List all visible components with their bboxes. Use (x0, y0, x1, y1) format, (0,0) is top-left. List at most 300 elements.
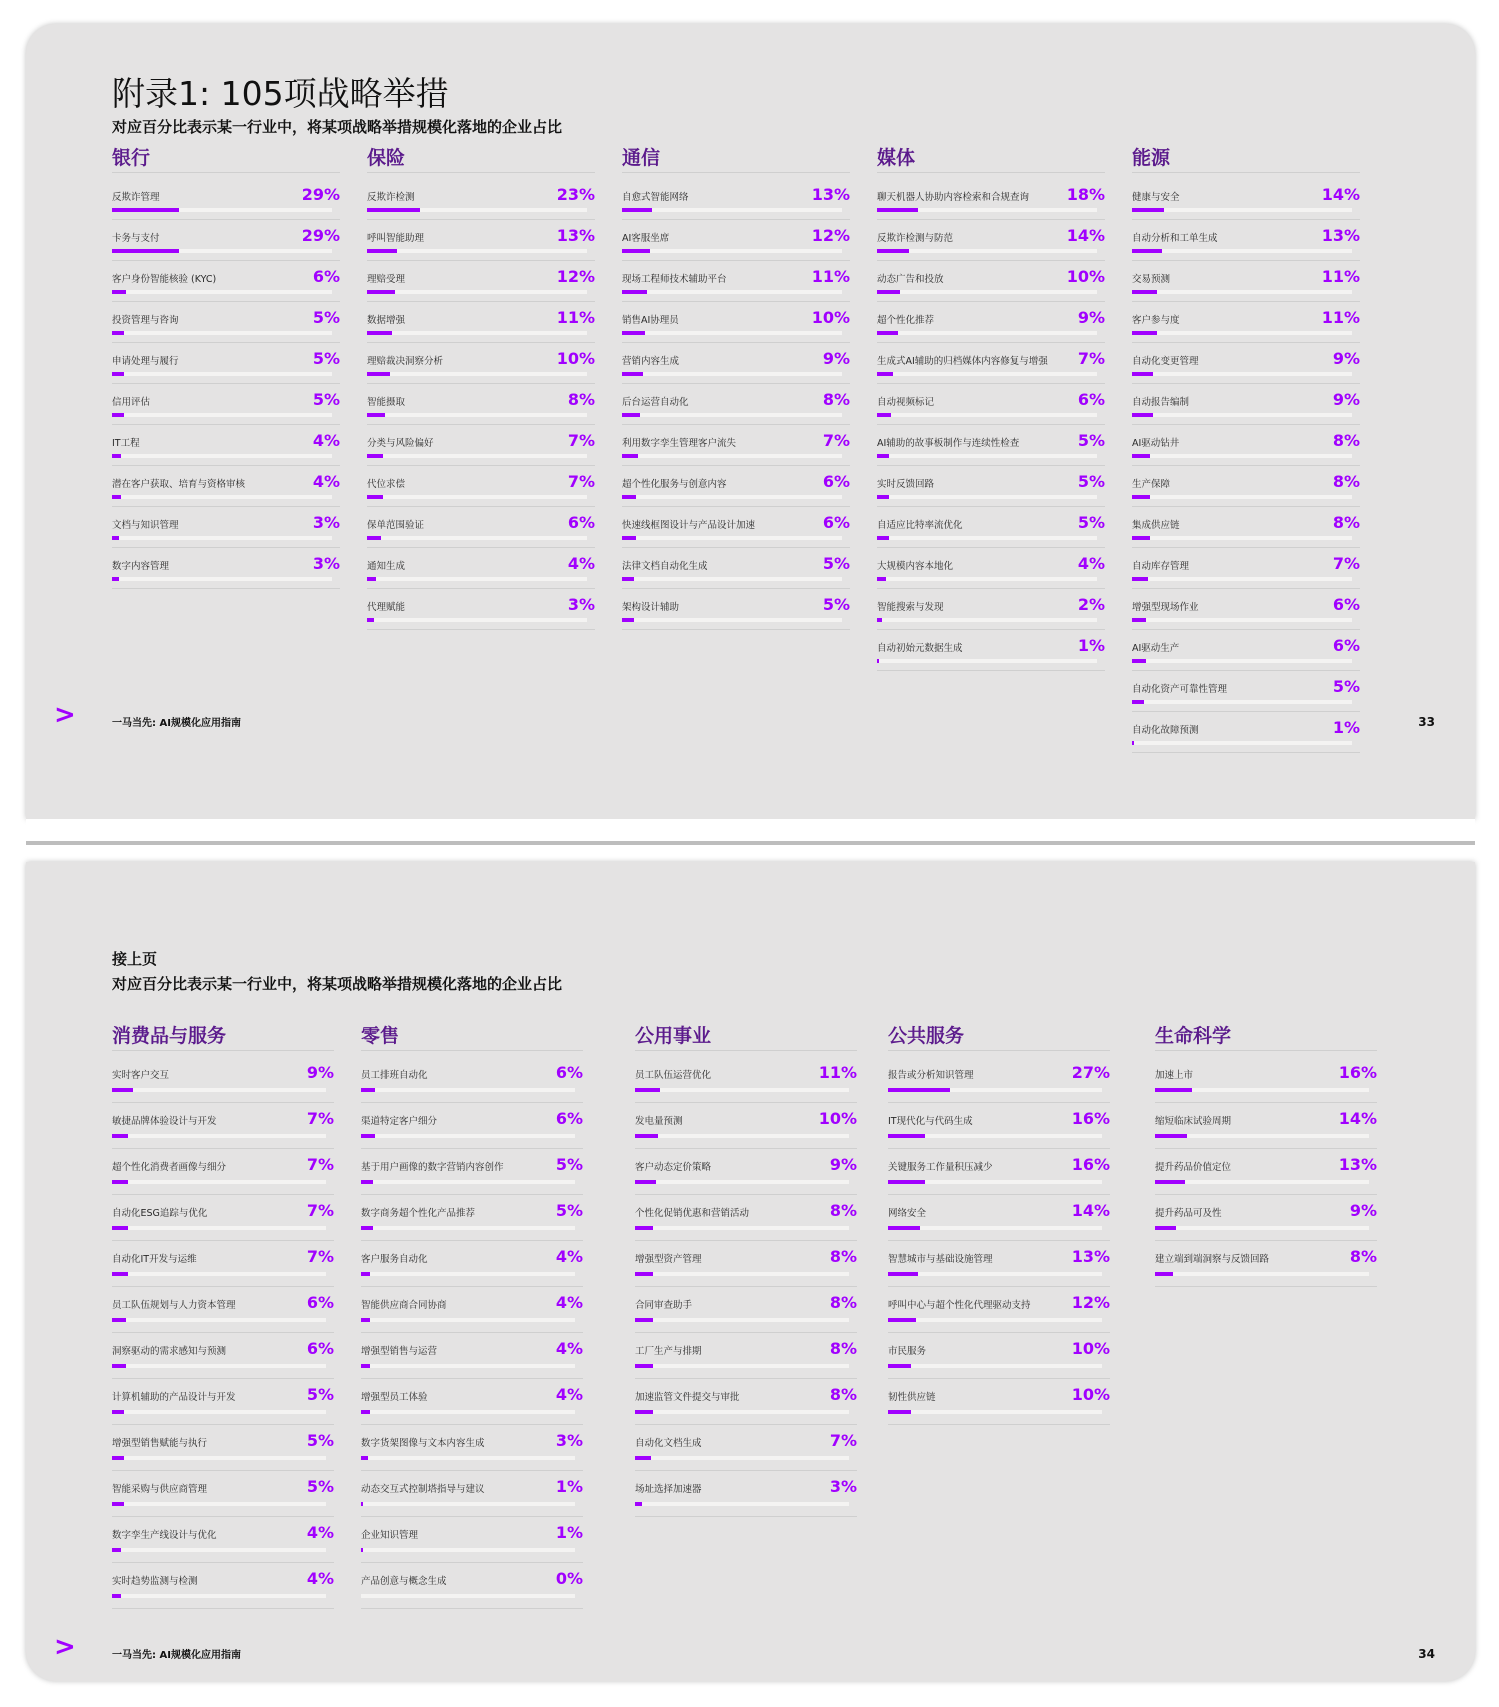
bar-track (112, 1410, 326, 1414)
initiative-row (112, 1379, 334, 1425)
initiative-label: IT工程 (112, 438, 140, 449)
initiative-label: 反欺诈管理 (112, 192, 160, 203)
industry-title: 生命科学 (1155, 1025, 1232, 1047)
initiative-row (1132, 671, 1360, 712)
initiative-row (635, 1103, 857, 1149)
initiative-percent: 14% (1071, 1201, 1110, 1220)
initiative-row (112, 466, 340, 507)
bar-fill (112, 1088, 133, 1092)
initiative-row (1155, 1149, 1377, 1195)
initiative-label: 洞察驱动的需求感知与预测 (112, 1346, 227, 1357)
initiative-row (112, 425, 340, 466)
initiative-percent: 5% (306, 1385, 334, 1404)
initiative-percent: 4% (567, 554, 595, 573)
initiative-percent: 11% (818, 1063, 857, 1082)
initiative-percent: 4% (306, 1569, 334, 1588)
bar-track (361, 1364, 575, 1368)
bar-track (1132, 495, 1352, 499)
initiative-percent: 10% (811, 308, 850, 327)
bar-track (888, 1410, 1102, 1414)
bar-track (112, 1088, 326, 1092)
industry-column (361, 1022, 583, 1609)
initiative-row (361, 1471, 583, 1517)
initiative-row (888, 1103, 1110, 1149)
initiative-percent: 6% (555, 1109, 583, 1128)
initiative-row (888, 1195, 1110, 1241)
initiative-percent: 6% (306, 1293, 334, 1312)
initiative-row (622, 302, 850, 343)
initiative-percent: 4% (306, 1523, 334, 1542)
initiative-label: 数字内容管理 (112, 561, 170, 572)
bar-fill (888, 1226, 920, 1230)
initiative-percent: 7% (306, 1201, 334, 1220)
initiative-percent: 8% (829, 1339, 857, 1358)
bar-track (877, 577, 1097, 581)
initiative-percent: 6% (306, 1339, 334, 1358)
initiative-label: 加速监管文件提交与审批 (635, 1392, 740, 1403)
bar-fill (877, 331, 898, 335)
bar-fill (622, 413, 640, 417)
initiative-label: 产品创意与概念生成 (361, 1576, 447, 1587)
bar-fill (877, 208, 918, 212)
bar-track (877, 454, 1097, 458)
bar-fill (1155, 1088, 1192, 1092)
initiative-label: 实时趋势监测与检测 (112, 1576, 198, 1587)
initiative-row (888, 1379, 1110, 1425)
bar-track (635, 1318, 849, 1322)
bar-fill (1132, 495, 1150, 499)
initiative-percent: 29% (301, 226, 340, 245)
bar-track (112, 290, 332, 294)
initiative-label: 敏捷品牌体验设计与开发 (112, 1116, 217, 1127)
initiative-label: 提升药品价值定位 (1155, 1162, 1232, 1173)
bar-track (361, 1180, 575, 1184)
bar-fill (877, 495, 889, 499)
initiative-percent: 1% (555, 1477, 583, 1496)
initiative-percent: 7% (1332, 554, 1360, 573)
bar-track (1132, 331, 1352, 335)
bar-fill (361, 1318, 370, 1322)
initiative-percent: 8% (567, 390, 595, 409)
initiative-label: 报告或分析知识管理 (888, 1070, 974, 1081)
initiative-percent: 10% (1071, 1385, 1110, 1404)
initiative-label: 自动化IT开发与运维 (112, 1254, 197, 1265)
initiative-row (112, 1103, 334, 1149)
footer-title: 一马当先: AI规模化应用指南 (112, 718, 241, 729)
bar-fill (622, 290, 647, 294)
initiative-percent: 12% (556, 267, 595, 286)
initiative-label: 市民服务 (888, 1346, 927, 1357)
bar-fill (635, 1364, 653, 1368)
initiative-label: 智能采购与供应商管理 (112, 1484, 208, 1495)
initiative-label: 企业知识管理 (361, 1530, 419, 1541)
initiative-percent: 7% (567, 431, 595, 450)
initiative-label: 聊天机器人协助内容检索和合规查询 (877, 192, 1030, 203)
initiative-label: 数字孪生产线设计与优化 (112, 1530, 217, 1541)
initiative-label: AI驱动生产 (1132, 643, 1180, 654)
initiative-label: 文档与知识管理 (112, 520, 179, 531)
initiative-label: 增强型现场作业 (1132, 602, 1199, 613)
initiative-percent: 2% (1077, 595, 1105, 614)
bar-fill (361, 1364, 370, 1368)
bar-track (635, 1364, 849, 1368)
initiative-percent: 7% (829, 1431, 857, 1450)
divider (1155, 1050, 1377, 1051)
initiative-label: 渠道特定客户细分 (361, 1116, 438, 1127)
initiative-row (1132, 343, 1360, 384)
bar-fill (112, 536, 119, 540)
initiative-label: 关键服务工作量积压减少 (888, 1162, 993, 1173)
initiative-percent: 6% (1332, 636, 1360, 655)
initiative-percent: 5% (555, 1201, 583, 1220)
bar-fill (877, 372, 893, 376)
bar-fill (367, 290, 395, 294)
industry-column (112, 1022, 334, 1609)
bar-fill (367, 577, 376, 581)
bar-fill (112, 454, 121, 458)
initiative-label: 智能供应商合同协商 (361, 1300, 447, 1311)
page-number: 34 (1418, 1647, 1435, 1661)
initiative-label: 健康与安全 (1132, 192, 1180, 203)
bar-track (367, 618, 587, 622)
bar-fill (877, 618, 882, 622)
initiative-label: 自动库存管理 (1132, 561, 1190, 572)
bar-track (622, 249, 842, 253)
initiative-percent: 5% (1077, 513, 1105, 532)
initiative-label: 生产保障 (1132, 479, 1171, 490)
bar-track (1132, 536, 1352, 540)
bar-track (112, 1548, 326, 1552)
bar-fill (367, 536, 381, 540)
bar-fill (622, 536, 636, 540)
bar-track (1132, 659, 1352, 663)
bar-fill (112, 1364, 126, 1368)
bar-track (888, 1088, 1102, 1092)
initiative-label: 自动分析和工单生成 (1132, 233, 1218, 244)
initiative-percent: 13% (1321, 226, 1360, 245)
initiative-label: 网络安全 (888, 1208, 927, 1219)
initiative-row (1155, 1241, 1377, 1287)
initiative-row (622, 384, 850, 425)
initiative-percent: 9% (1349, 1201, 1377, 1220)
bar-track (361, 1226, 575, 1230)
bar-track (367, 495, 587, 499)
bar-fill (635, 1134, 658, 1138)
initiative-label: 呼叫中心与超个性化代理驱动支持 (888, 1300, 1031, 1311)
bar-fill (112, 249, 179, 253)
initiative-percent: 9% (306, 1063, 334, 1082)
bar-fill (361, 1088, 375, 1092)
initiative-percent: 27% (1071, 1063, 1110, 1082)
initiative-row (112, 179, 340, 220)
initiative-row (361, 1517, 583, 1563)
bar-track (635, 1272, 849, 1276)
bar-fill (367, 495, 383, 499)
page-33 (26, 24, 1475, 819)
divider (112, 172, 340, 173)
initiative-label: 增强型销售与运营 (361, 1346, 438, 1357)
initiative-row (112, 1425, 334, 1471)
initiative-row (1132, 712, 1360, 753)
initiative-percent: 3% (312, 513, 340, 532)
initiative-row (112, 548, 340, 589)
bar-track (112, 331, 332, 335)
bar-track (877, 618, 1097, 622)
bar-track (361, 1502, 575, 1506)
bar-track (622, 618, 842, 622)
bar-fill (635, 1180, 656, 1184)
initiative-row (112, 384, 340, 425)
divider (367, 172, 595, 173)
bar-track (1155, 1272, 1369, 1276)
initiative-label: 数字货架图像与文本内容生成 (361, 1438, 485, 1449)
initiative-row (1132, 630, 1360, 671)
bar-track (877, 413, 1097, 417)
initiative-percent: 11% (811, 267, 850, 286)
industry-title: 公共服务 (888, 1025, 965, 1047)
initiative-percent: 10% (1066, 267, 1105, 286)
bar-track (635, 1502, 849, 1506)
industry-title: 保险 (367, 147, 406, 169)
initiative-label: 员工队伍运营优化 (635, 1070, 712, 1081)
initiative-percent: 4% (555, 1247, 583, 1266)
initiative-row (888, 1333, 1110, 1379)
initiative-row (112, 1241, 334, 1287)
initiative-row (361, 1241, 583, 1287)
bar-track (877, 331, 1097, 335)
initiative-label: 个性化促销优惠和营销活动 (635, 1208, 750, 1219)
bar-fill (888, 1088, 950, 1092)
initiative-row (1132, 384, 1360, 425)
industry-column (367, 144, 595, 630)
initiative-percent: 3% (312, 554, 340, 573)
bar-fill (635, 1318, 653, 1322)
initiative-percent: 16% (1071, 1109, 1110, 1128)
industry-column (877, 144, 1105, 671)
initiative-label: IT现代化与代码生成 (888, 1116, 973, 1127)
accenture-arrow-icon: > (54, 1632, 76, 1662)
page-34 (26, 862, 1475, 1681)
industry-title: 能源 (1132, 147, 1171, 169)
bar-track (888, 1364, 1102, 1368)
initiative-row (622, 466, 850, 507)
initiative-label: 超个性化服务与创意内容 (622, 479, 727, 490)
initiative-label: 超个性化推荐 (877, 315, 935, 326)
bar-fill (112, 372, 124, 376)
initiative-percent: 10% (556, 349, 595, 368)
initiative-row (622, 548, 850, 589)
initiative-label: 实时客户交互 (112, 1070, 170, 1081)
initiative-label: 理赔裁决洞察分析 (367, 356, 444, 367)
bar-track (361, 1134, 575, 1138)
initiative-label: 合同审查助手 (635, 1300, 693, 1311)
initiative-row (622, 507, 850, 548)
bar-track (112, 1318, 326, 1322)
page-subtitle: 对应百分比表示某一行业中，将某项战略举措规模化落地的企业占比 (112, 118, 563, 136)
initiative-label: 自动视频标记 (877, 397, 935, 408)
industry-title: 零售 (361, 1025, 400, 1047)
initiative-percent: 29% (301, 185, 340, 204)
initiative-label: 智能摄取 (367, 397, 406, 408)
initiative-row (877, 548, 1105, 589)
bar-fill (361, 1134, 375, 1138)
initiative-row (635, 1333, 857, 1379)
initiative-percent: 9% (1332, 349, 1360, 368)
initiative-row (622, 589, 850, 630)
initiative-row (635, 1195, 857, 1241)
bar-fill (367, 454, 383, 458)
initiative-row (367, 589, 595, 630)
bar-track (367, 331, 587, 335)
bar-fill (622, 495, 636, 499)
initiative-percent: 18% (1066, 185, 1105, 204)
bar-track (361, 1456, 575, 1460)
bar-fill (635, 1088, 660, 1092)
accenture-arrow-icon: > (54, 700, 76, 730)
initiative-label: 销售AI协理员 (622, 315, 679, 326)
initiative-row (361, 1379, 583, 1425)
bar-fill (112, 1594, 121, 1598)
initiative-row (367, 384, 595, 425)
initiative-label: 增强型员工体验 (361, 1392, 428, 1403)
initiative-percent: 13% (1071, 1247, 1110, 1266)
initiative-row (367, 425, 595, 466)
bar-track (877, 290, 1097, 294)
initiative-row (877, 630, 1105, 671)
initiative-label: 自动化文档生成 (635, 1438, 702, 1449)
bar-track (888, 1180, 1102, 1184)
initiative-row (622, 220, 850, 261)
bar-track (635, 1226, 849, 1230)
bar-track (622, 536, 842, 540)
initiative-label: 提升药品可及性 (1155, 1208, 1222, 1219)
page-gap-strip (26, 843, 1475, 864)
bar-fill (112, 1180, 128, 1184)
initiative-percent: 16% (1338, 1063, 1377, 1082)
initiative-row (112, 343, 340, 384)
bar-fill (635, 1456, 651, 1460)
bar-track (888, 1134, 1102, 1138)
divider (1132, 172, 1360, 173)
initiative-row (635, 1241, 857, 1287)
bar-fill (1132, 413, 1153, 417)
initiative-percent: 8% (1332, 472, 1360, 491)
initiative-row (361, 1333, 583, 1379)
bar-fill (112, 1318, 126, 1322)
bar-track (112, 495, 332, 499)
bar-track (888, 1272, 1102, 1276)
bar-fill (1155, 1272, 1173, 1276)
initiative-percent: 4% (312, 472, 340, 491)
initiative-row (112, 1517, 334, 1563)
initiative-label: 营销内容生成 (622, 356, 680, 367)
bar-fill (622, 249, 650, 253)
bar-track (367, 454, 587, 458)
bar-fill (1132, 372, 1153, 376)
initiative-percent: 8% (829, 1385, 857, 1404)
initiative-label: 代理赋能 (367, 602, 406, 613)
initiative-label: AI辅助的故事板制作与连续性检查 (877, 438, 1020, 449)
bar-fill (367, 249, 397, 253)
initiative-label: 后台运营自动化 (622, 397, 689, 408)
bar-fill (367, 413, 385, 417)
initiative-percent: 14% (1338, 1109, 1377, 1128)
initiative-label: 发电量预测 (635, 1116, 683, 1127)
initiative-label: 智能搜索与发现 (877, 602, 944, 613)
divider (361, 1050, 583, 1051)
bar-track (1155, 1134, 1369, 1138)
initiative-percent: 5% (555, 1155, 583, 1174)
initiative-percent: 0% (555, 1569, 583, 1588)
initiative-percent: 10% (818, 1109, 857, 1128)
initiative-label: 呼叫智能助理 (367, 233, 425, 244)
bar-track (1155, 1180, 1369, 1184)
bar-track (622, 495, 842, 499)
bar-fill (1132, 577, 1148, 581)
initiative-row (1155, 1057, 1377, 1103)
bar-track (622, 208, 842, 212)
bar-fill (622, 331, 645, 335)
initiative-row (361, 1425, 583, 1471)
bar-fill (622, 618, 634, 622)
initiative-label: 韧性供应链 (888, 1392, 936, 1403)
initiative-percent: 3% (555, 1431, 583, 1450)
bar-track (112, 1180, 326, 1184)
initiative-row (877, 507, 1105, 548)
industry-column (1132, 144, 1360, 753)
initiative-label: 投资管理与咨询 (112, 315, 179, 326)
bar-track (622, 413, 842, 417)
initiative-percent: 6% (1332, 595, 1360, 614)
initiative-percent: 3% (567, 595, 595, 614)
initiative-row (112, 1149, 334, 1195)
initiative-label: 基于用户画像的数字营销内容创作 (361, 1162, 504, 1173)
initiative-label: 动态交互式控制塔指导与建议 (361, 1484, 485, 1495)
bar-track (112, 1502, 326, 1506)
bar-track (877, 495, 1097, 499)
initiative-percent: 1% (555, 1523, 583, 1542)
bar-fill (1155, 1180, 1185, 1184)
initiative-label: 建立端到端洞察与反馈回路 (1155, 1254, 1270, 1265)
page-gap-strip (26, 819, 1475, 843)
bar-track (622, 454, 842, 458)
initiative-label: 利用数字孪生管理客户流失 (622, 438, 737, 449)
industry-column (1155, 1022, 1377, 1287)
initiative-row (1132, 302, 1360, 343)
divider (622, 172, 850, 173)
initiative-label: 自动化变更管理 (1132, 356, 1199, 367)
initiative-label: 分类与风险偏好 (367, 438, 434, 449)
industry-title: 通信 (622, 147, 661, 169)
initiative-label: 生成式AI辅助的归档媒体内容修复与增强 (877, 356, 1048, 367)
initiative-percent: 14% (1321, 185, 1360, 204)
initiative-percent: 7% (822, 431, 850, 450)
initiative-percent: 8% (1349, 1247, 1377, 1266)
bar-fill (112, 495, 121, 499)
initiative-label: 快速线框图设计与产品设计加速 (622, 520, 756, 531)
initiative-label: 场址选择加速器 (635, 1484, 702, 1495)
initiative-row (635, 1379, 857, 1425)
bar-fill (1132, 741, 1134, 745)
initiative-percent: 4% (555, 1293, 583, 1312)
bar-track (367, 249, 587, 253)
initiative-row (877, 261, 1105, 302)
bar-track (112, 1364, 326, 1368)
bar-track (635, 1410, 849, 1414)
initiative-percent: 11% (556, 308, 595, 327)
bar-fill (888, 1180, 925, 1184)
bar-fill (1132, 249, 1162, 253)
